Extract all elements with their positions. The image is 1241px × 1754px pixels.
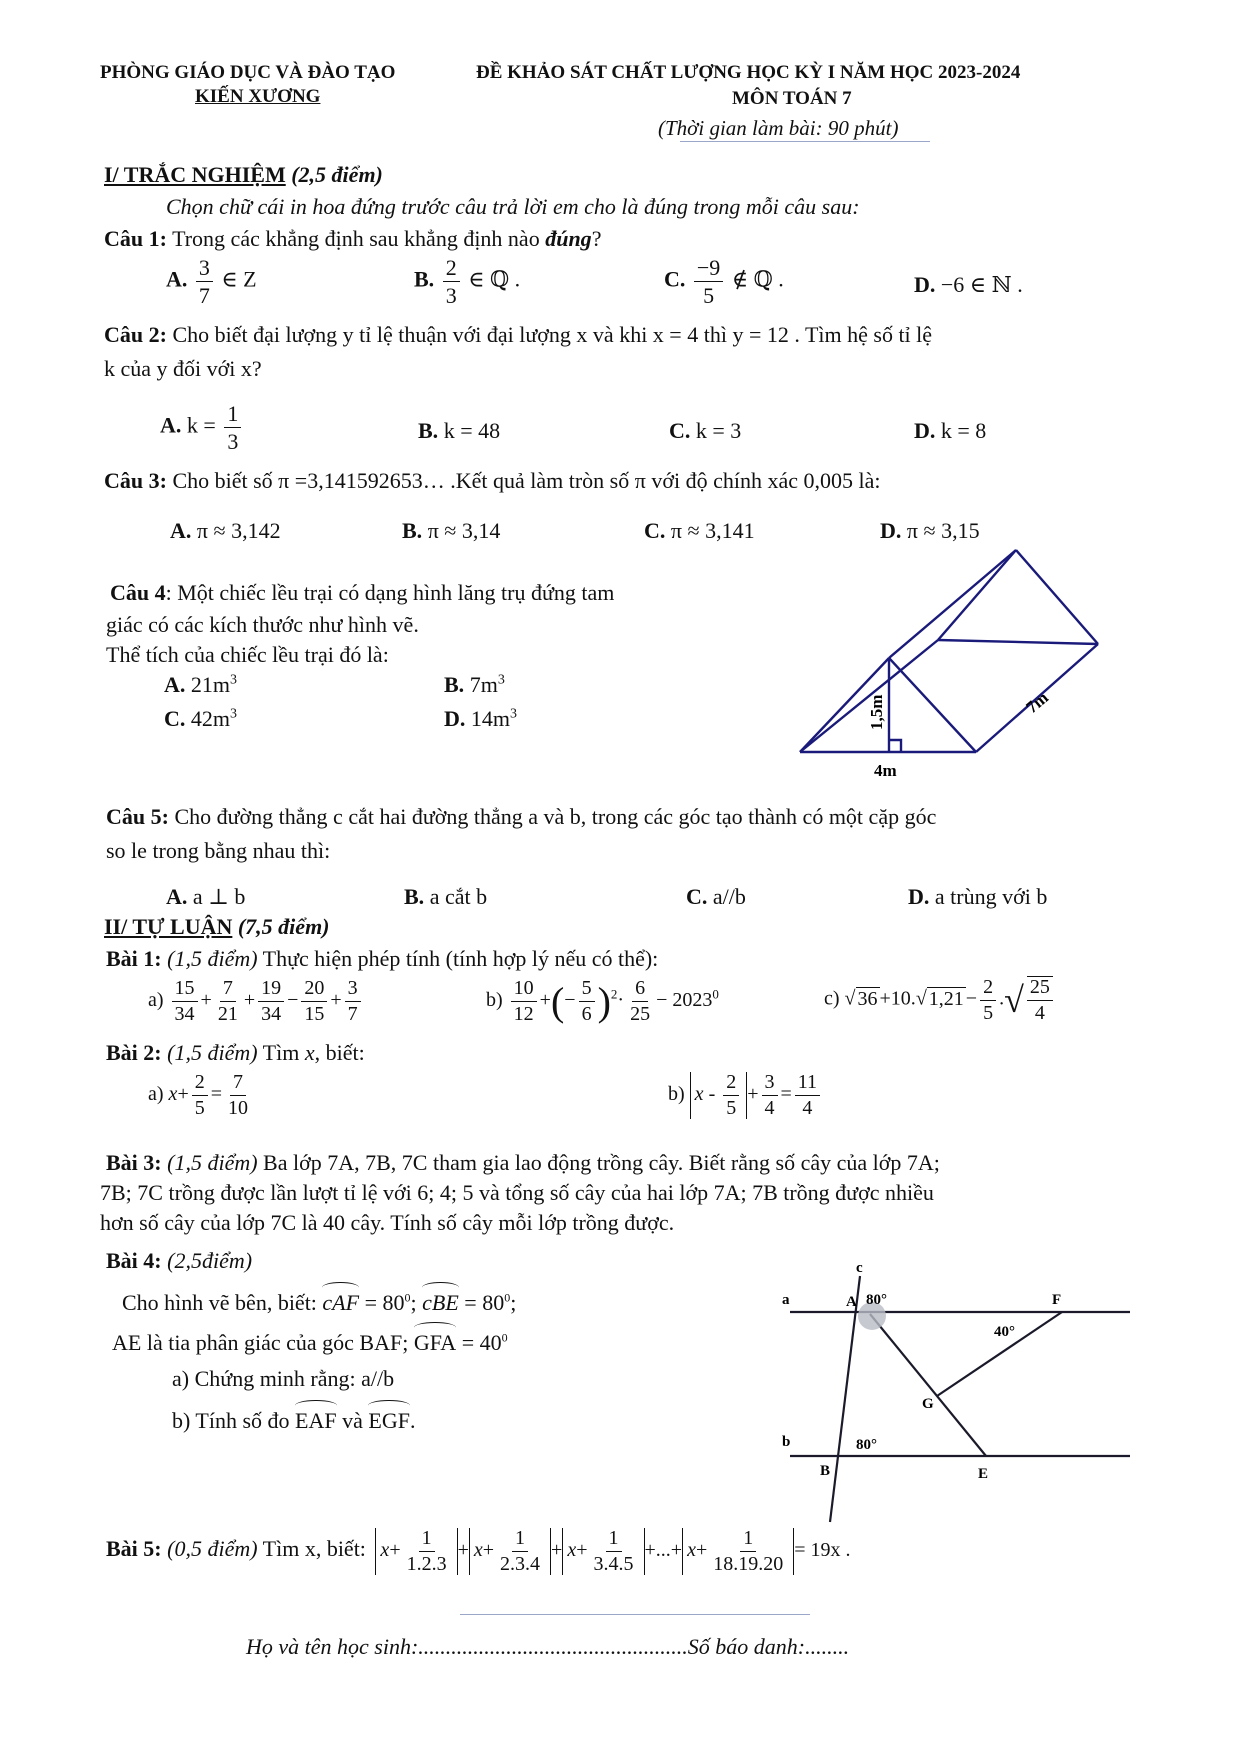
label-F: F [1052,1292,1062,1308]
option-letter: C. [164,706,186,731]
bai3-line2: 7B; 7C trồng được lần lượt tỉ lệ với 6; 4; 5 và tổng số cây của hai lớp 7A; 7B trồng được nhiều [100,1180,934,1205]
frac-den: 4 [802,1097,813,1119]
frac-den: 4 [1034,1002,1045,1024]
option-letter: B. [414,266,435,292]
angle-EGF: EGF [368,1404,410,1434]
frac-num: 25 [1027,977,1053,1001]
length-label: 7m [1022,687,1052,718]
option-letter: C. [644,518,666,543]
candidate-number-field[interactable]: Số báo danh:........ [687,1634,850,1659]
segment-AE [870,1314,986,1456]
c-mid: +10. [879,987,916,1010]
frac-num: 11 [795,1072,820,1096]
sqrt-36: 36 [857,987,878,1010]
frac-den: 5 [726,1097,737,1119]
text: và [342,1408,363,1433]
option-sup: 3 [497,672,505,688]
frac-num: 20 [301,978,327,1002]
option-text: −6 ∈ ℕ . [940,272,1023,297]
option-text: a cắt b [429,884,488,909]
b-tail: − 2023 [656,989,713,1012]
q1-emph: đúng [545,226,592,251]
option-text: π ≈ 3,15 [906,518,980,543]
option-letter: A. [166,266,188,292]
base-label: 4m [874,761,897,780]
bai1-part-a [148,978,364,1025]
frac-den: 34 [174,1003,195,1025]
degree: 0 [404,1290,411,1305]
frac-num: 7 [220,978,236,1002]
frac-num: 2 [443,256,460,282]
label-A: A [846,1294,857,1310]
q2-stem [104,322,932,348]
bai5-points: (0,5 điểm) [167,1536,258,1562]
prism-edge [938,640,1098,644]
part1-title: I/ TRẮC NGHIỆM [104,162,286,187]
frac-num: 15 [172,978,198,1002]
option-rel: ∈ Z [221,266,257,292]
angle-val: = 40 [461,1330,502,1355]
bai1-text: Thực hiện phép tính (tính hợp lý nếu có thể): [262,946,659,971]
q3-option-a [170,518,281,544]
option-letter: A. [170,518,192,543]
frac-num: 7 [230,1072,246,1096]
bai2-part-b: b) x - $\frac{2}{5}$ + $\frac{3}{4}$ = $\frac{11}{4}$ [668,1072,823,1119]
q2-line1: Cho biết đại lượng y tỉ lệ thuận với đại lượng x và khi x = 4 thì y = 12 . Tìm hệ số tỉ lệ [172,322,933,347]
part2-points: (7,5 điểm) [237,914,330,939]
option-text: 21m [190,672,231,697]
option-letter: B. [444,672,465,697]
option-letter: C. [664,266,686,292]
frac-den: 25 [630,1003,651,1025]
bai2-part-a: a) x+ $\frac{2}{5}$ = $\frac{7}{10}$ [148,1072,254,1119]
degree: 0 [504,1290,511,1305]
rhs: = 19x . [794,1539,851,1562]
frac-den: 15 [304,1003,325,1025]
option-text: 7m [469,672,498,697]
exponent: 2 [610,986,618,1002]
text: AE là tia phân giác của góc BAF; [112,1330,409,1355]
prism-edge [938,550,1016,640]
bai5-text: Tìm x, biết: [262,1536,366,1562]
part1-points: (2,5 điểm) [291,162,383,187]
bai1-label: Bài 1: [106,946,162,971]
label-angle-80-bottom: 80° [856,1437,877,1453]
q1-tail: ? [591,226,602,251]
option-text: 14m [470,706,511,731]
prism-edge [889,658,976,752]
sqrt-121: 1,21 [928,987,964,1010]
bai1-points: (1,5 điểm) [167,946,258,971]
option-letter: D. [444,706,466,731]
parallel-lines-figure [760,1256,1140,1526]
q1-option-b [414,256,520,307]
frac-num: 10 [511,978,537,1002]
q3-option-c [644,518,755,544]
frac-den: 3 [445,283,457,309]
frac-num: 2 [980,977,996,1001]
option-letter: C. [686,884,708,909]
frac-den: 7 [198,283,210,309]
part2-heading [104,914,330,940]
q1-text: Trong các khẳng định sau khẳng định nào [172,226,540,251]
option-letter: D. [880,518,902,543]
option-text: a//b [712,884,746,909]
frac-den: 3 [227,429,239,455]
frac-den: 12 [513,1003,534,1025]
frac-den: 2.3.4 [500,1553,541,1575]
angle-cBE: cBE [422,1286,459,1316]
option-rel: ∈ ℚ . [468,266,521,292]
bai2-label: Bài 2: [106,1040,162,1065]
q3-option-b [402,518,500,544]
frac-den: 18.19.20 [713,1553,784,1575]
frac-den: 1.2.3 [406,1553,447,1575]
option-letter: D. [908,884,930,909]
district-name: KIẾN XƯƠNG [195,86,321,107]
option-text: a ⊥ b [192,884,246,909]
tent-prism-figure [790,540,1120,790]
option-sup: 3 [510,706,518,722]
bai2-var: x [304,1040,315,1065]
option-text: a trùng với b [934,884,1048,909]
q5-option-c [686,884,746,910]
bai5-label: Bài 5: [106,1536,162,1562]
q4-line1 [110,580,614,606]
q1-label: Câu 1: [104,226,167,251]
frac-den: 7 [347,1003,358,1025]
option-text: k = 3 [695,418,742,443]
operator: − [287,989,299,1012]
bai2-stem [106,1040,365,1066]
label-c: c [856,1260,863,1276]
option-sup: 3 [230,706,238,722]
q4-option-a [164,672,237,698]
time-limit: (Thời gian làm bài: 90 phút) [658,116,899,140]
frac-den: 5 [703,283,715,309]
frac-num: 6 [632,978,648,1002]
bai1-part-b: b) $\frac{10}{12}$ +(− $\frac{5}{6}$ )$^2$· $\frac{6}{25}$ − $2023^0$ [486,977,719,1025]
q1-option-a [166,256,257,307]
operator: + [200,989,212,1012]
bai2-points: (1,5 điểm) [167,1040,258,1065]
height-label: 1,5m [867,694,886,730]
header-rule [680,141,930,142]
q5-option-a [166,884,245,910]
frac-num: 19 [258,978,284,1002]
frac-den: 21 [217,1003,238,1025]
part-label: b) [668,1083,685,1106]
option-letter: B. [402,518,423,543]
right-angle-mark [889,740,901,752]
option-text: k = [186,412,216,438]
q4-option-c [164,706,237,732]
option-text: π ≈ 3,141 [670,518,755,543]
q1-option-c [664,256,784,307]
frac-den: 10 [228,1097,248,1119]
q2-line2: k của y đối với x? [104,356,262,381]
part2-title: II/ TỰ LUẬN [104,914,233,939]
q3-stem [104,468,880,494]
frac-num: −9 [694,256,723,282]
label-E: E [978,1466,989,1482]
exam-title: ĐỀ KHẢO SÁT CHẤT LƯỢNG HỌC KỲ I NĂM HỌC 2023-2024 [476,62,1021,83]
frac-den: 5 [983,1001,994,1024]
bai4-part-a: a) Chứng minh rằng: a//b [172,1366,395,1391]
q1-stem [104,226,601,252]
bai5-row: Bài 5: (0,5 điểm) Tìm x, biết: x+ $\frac{1}{1.2.3}$ + x+ $\frac{1}{2.3.4}$ + x+ $\frac{1}{3.4.5}$ +...+ x+ $\frac{1}{18.19.20}$ = 19x . [106,1527,851,1575]
part-label: b) [486,989,503,1012]
q2-option-d [914,418,986,444]
option-sup: 3 [230,672,238,688]
option-text: π ≈ 3,142 [196,518,281,543]
part-label: a) [148,1083,164,1106]
bai3-label: Bài 3: [106,1150,162,1175]
q4-option-b [444,672,505,698]
label-b: b [782,1434,791,1450]
student-info [246,1634,849,1660]
operator: + [243,989,256,1012]
option-text: k = 8 [940,418,987,443]
frac-den: 3.4.5 [593,1553,634,1575]
bai3-line1 [106,1150,940,1176]
q5-option-d [908,884,1047,910]
bai2-text: Tìm [262,1040,300,1065]
operator: + [330,989,342,1012]
q4-option-d [444,706,517,732]
bai4-points: (2,5điểm) [167,1248,253,1273]
option-letter: A. [160,412,182,438]
option-rel: ∉ ℚ . [731,266,784,292]
label-a: a [782,1292,790,1308]
option-letter: A. [164,672,186,697]
option-text: 42m [190,706,231,731]
q5-option-b [404,884,487,910]
angle-val: = 80 [464,1290,505,1315]
part1-heading [104,162,383,188]
ellipsis: +...+ [644,1539,683,1562]
frac-num: 5 [579,978,595,1002]
bai4-stem [106,1248,252,1274]
q4-line3: Thể tích của chiếc lều trại đó là: [106,642,389,667]
text: Cho hình vẽ bên, biết: [122,1290,317,1315]
angle-val: = 80 [364,1290,405,1315]
option-letter: B. [404,884,425,909]
angle-GFA: GFA [414,1326,456,1356]
q2-label: Câu 2: [104,322,167,347]
frac-den: 34 [261,1003,282,1025]
bai1-part-c: c) √ 36 +10.√ 1,21 − $\frac{2}{5}$ .√ $\frac{25}{4}$ [824,976,1056,1024]
part-label: a) [148,989,164,1012]
label-B: B [820,1463,831,1479]
frac-num: 2 [192,1072,208,1096]
bai3-line3: hơn số cây của lớp 7C là 40 cây. Tính số cây mỗi lớp trồng được. [100,1210,675,1235]
bai4-line1: Cho hình vẽ bên, biết: cAF = $80^0$; cBE = $80^0$; [122,1286,516,1316]
part1-instruction: Chọn chữ cái in hoa đứng trước câu trả lời em cho là đúng trong mỗi câu sau: [166,194,860,219]
angle-EAF: EAF [295,1404,337,1434]
exponent: 0 [712,986,719,1002]
prism-edge [1016,550,1098,644]
option-letter: C. [669,418,691,443]
angle-cAF: cAF [322,1286,359,1316]
bai4-line2 [112,1326,508,1356]
label-angle-40: 40° [994,1324,1015,1340]
frac-num: 3 [196,256,213,282]
q4-line2: giác có các kích thước như hình vẽ. [106,612,419,637]
q5-line2: so le trong bằng nhau thì: [106,838,331,863]
q4-text: : Một chiếc lều trại có dạng hình lăng trụ đứng tam [165,580,615,605]
footer-rule [460,1614,810,1615]
frac-den: 6 [581,1003,592,1025]
q5-line1: Cho đường thẳng c cắt hai đường thẳng a và b, trong các góc tạo thành có một cặp góc [174,804,937,829]
frac-num: 3 [345,978,361,1002]
text: b) Tính số đo [172,1408,290,1433]
bai3-points: (1,5 điểm) [167,1150,258,1175]
label-G: G [922,1396,934,1412]
option-text: π ≈ 3,14 [427,518,501,543]
frac-num: 3 [762,1072,778,1096]
student-name-field[interactable]: Họ và tên học sinh:................................................. [246,1634,688,1659]
q5-label: Câu 5: [106,804,169,829]
bai1-stem [106,946,658,972]
q3-text: Cho biết số π =3,141592653… .Kết quả làm tròn số π với độ chính xác 0,005 là: [172,468,881,493]
bai4-label: Bài 4: [106,1248,162,1273]
frac-den: 4 [764,1097,775,1119]
degree: 0 [501,1330,508,1345]
part-label: c) [824,987,840,1010]
bai3-text: Ba lớp 7A, 7B, 7C tham gia lao động trồng cây. Biết rằng số cây của lớp 7A; [263,1150,940,1175]
bai4-part-b: b) Tính số đo EAF và EGF. [172,1404,415,1434]
bai2-tail: , biết: [314,1040,365,1065]
option-letter: A. [166,884,188,909]
subject-title: MÔN TOÁN 7 [732,88,852,109]
frac-num: 1 [224,402,241,428]
option-letter: B. [418,418,439,443]
school-name: PHÒNG GIÁO DỤC VÀ ĐÀO TẠO [100,62,396,83]
q2-option-c [669,418,741,444]
q2-option-a [160,402,244,453]
frac-den: 5 [194,1097,205,1119]
q4-label: Câu 4 [110,580,166,605]
q3-label: Câu 3: [104,468,167,493]
option-text: k = 48 [443,418,501,443]
frac-num: 2 [723,1072,739,1096]
q1-option-d [914,272,1023,298]
label-angle-80-top: 80° [866,1292,887,1308]
option-letter: D. [914,272,936,297]
q5-stem [106,804,936,830]
option-letter: D. [914,418,936,443]
q2-option-b [418,418,500,444]
